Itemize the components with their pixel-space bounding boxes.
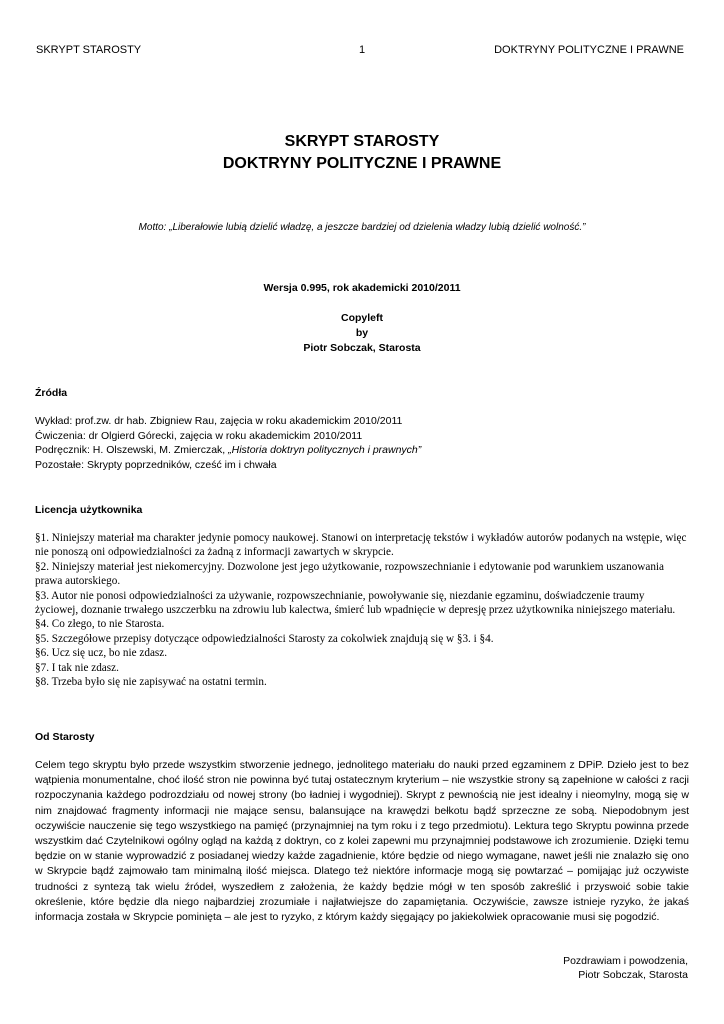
copyleft-by: by (355, 327, 369, 339)
source-others: Pozostałe: Skrypty poprzedników, cześć im i chwała (35, 458, 277, 471)
copyleft-author: Piotr Sobczak, Starosta (303, 342, 421, 354)
license-item: §2. Niniejszy materiał jest niekomercyjny. Dozwolone jest jego użytkowanie, rozpowszechnianie i edytowanie pod warunkiem uszanowania prawa autorskiego. (35, 560, 664, 588)
license-item: §6. Ucz się ucz, bo nie zdasz. (35, 647, 168, 660)
source-lecture: Wykład: prof.zw. dr hab. Zbigniew Rau, zajęcia w roku akademickim 2010/2011 (35, 415, 403, 427)
signature: Piotr Sobczak, Starosta (578, 969, 688, 981)
sources-heading: Źródła (35, 387, 68, 399)
license-item: §7. I tak nie zdasz. (35, 661, 119, 674)
title-line-1: SKRYPT STAROSTY (284, 133, 440, 150)
license-item: §1. Niniejszy materiał ma charakter jedynie pomocy naukowej. Stanowi on interpretację tekstów i wykładów autorów podanych na wstępie, więc nie ponoszą oni odpowiedzialności za żadną z informacji zawartych w skrypcie. (35, 532, 687, 559)
from-starosta-text: Celem tego skryptu było przede wszystkim stworzenie jednego, jednolitego materiału do nauki przed egzaminem z DPiP. Dzieło jest to bez wątpienia monumentalne, choć ilość stron nie powinna być tutaj ostatecznym kryterium – nie wszystkie strony są zapełnione w całości z racji rozpoczynania każdego podrozdziału od nowej strony (bo ładniej i wygodniej). Skrypt z pewnością nie jest idealny i nieomylny, mogą się w nim znajdować fragmenty informacji nie mające sensu, balansujące na krawędzi bełkotu bądź sprzeczne ze sobą. Niepodobnym jest oczywiście nauczenie się tego wszystkiego na pamięć (przynajmniej na tym roku i z tego przedmiotu). Lektura tego Skryptu powinna przede wszystkim dać Czytelnikowi ogólny ogląd na każdą z doktryn, co z kolei zapewni mu przynajmniej podstawowe ich zrozumienie. Dzięki temu będzie on w stanie wyprowadzić z posiadanej wiedzy każde zagadnienie, które będzie od niego wymagane, nawet jeśli nie znalazło się ono w Skrypcie bądź zajmowało tam minimalną ilość miejsca. Dlatego też niektóre informacje mogą się powtarzać – pomijając już oczywiste trudności z syntezą tak wielu źródeł, wyszedłem z założenia, że każdy będzie mógł w ten sposób zakreślić i przyswoić sobie takie określenie, które będzie dla niego najbardziej zrozumiałe i najłatwiejsze do zapamiętania. Oczywiście, zawsze istnieje ryzyko, że jakaś informacja została w Skrypcie pominięta – ale jest to ryzyko, z którym każdy sięgający po jakiekolwiek opracowanie musi się pogodzić. (35, 759, 689, 924)
license-heading: Licencja użytkownika (35, 504, 143, 516)
closing-greeting: Pozdrawiam i powodzenia, (563, 955, 688, 967)
license-item: §8. Trzeba było się nie zapisywać na ostatni termin. (35, 676, 267, 689)
source-textbook-title: „Historia doktryn politycznych i prawnych” (228, 444, 422, 456)
title-line-2: DOKTRYNY POLITYCZNE I PRAWNE (222, 155, 502, 172)
from-starosta-heading: Od Starosty (35, 731, 95, 743)
version: Wersja 0.995, rok akademicki 2010/2011 (263, 282, 461, 294)
header-left: SKRYPT STAROSTY (36, 44, 142, 56)
license-item: §5. Szczegółowe przepisy dotyczące odpowiedzialności Starosty za cokolwiek znajdują się w §3. i §4. (35, 632, 494, 645)
source-exercises: Ćwiczenia: dr Olgierd Górecki, zajęcia w roku akademickim 2010/2011 (35, 429, 363, 442)
header-page-number: 1 (358, 44, 366, 56)
license-text (35, 531, 689, 689)
sources-list (35, 414, 689, 472)
motto: Motto: „Liberałowie lubią dzielić władzę, a jeszcze bardziej od dzielenia władzy lubią dzielić wolność.” (138, 222, 586, 233)
source-textbook-authors: Podręcznik: H. Olszewski, M. Zmierczak, (35, 444, 229, 456)
license-item: §3. Autor nie ponosi odpowiedzialności za używanie, rozpowszechnianie, powoływanie się, niezdanie egzaminu, doświadczenie traumy życiowej, doznanie trwałego uszczerbku na zdrowiu lub kalectwa, śmierć lub wpadnięcie w depresję przez użytkownika niniejszego materiału. (35, 589, 676, 617)
copyleft: Copyleft (341, 312, 383, 324)
source-textbook (35, 443, 689, 458)
header-right: DOKTRYNY POLITYCZNE I PRAWNE (494, 44, 684, 56)
license-item: §4. Co złego, to nie Starosta. (35, 618, 165, 631)
